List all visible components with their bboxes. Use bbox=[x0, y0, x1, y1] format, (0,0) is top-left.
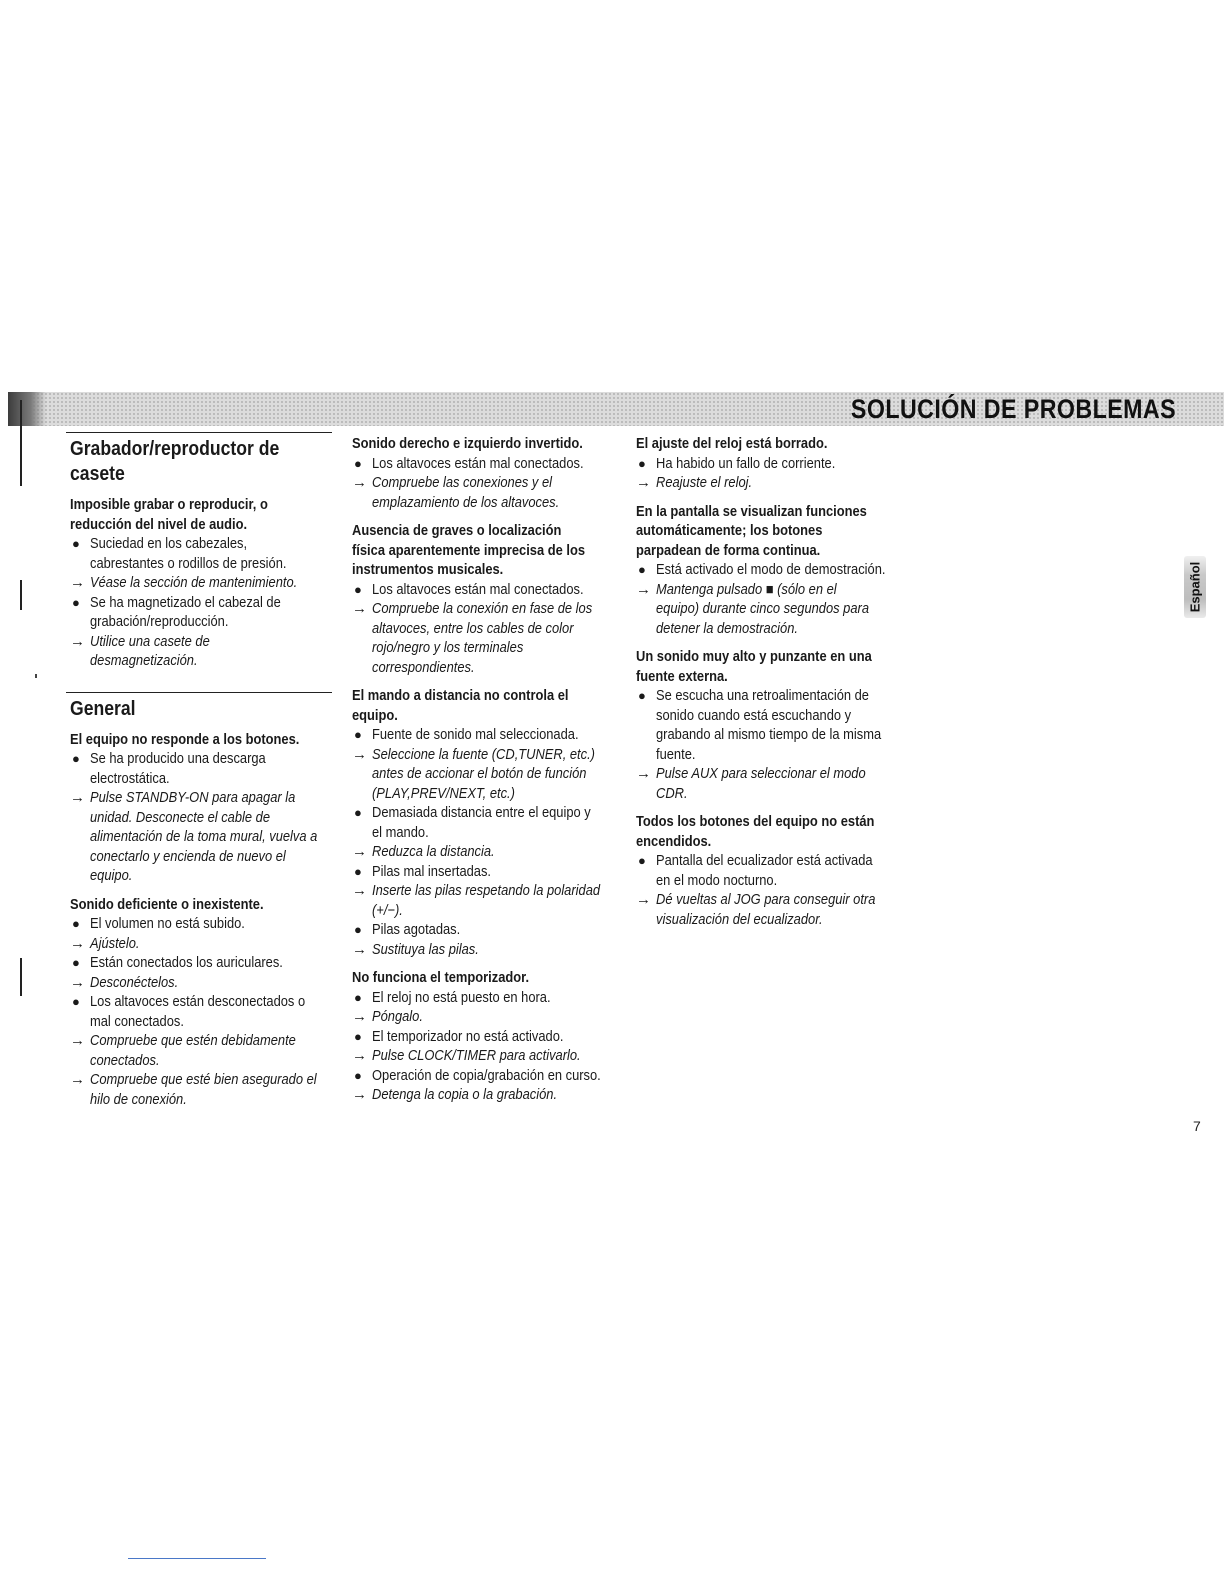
cause-item: ● Los altavoces están mal conectados. bbox=[354, 454, 584, 472]
bullet-icon: ● bbox=[72, 751, 80, 766]
cause-item: ● Pilas agotadas. bbox=[354, 921, 461, 938]
remedy-item: → Compruebe que estén debidamente conectados. bbox=[70, 1032, 296, 1069]
cause-item: ● Suciedad en los cabezales, cabrestantes o rodillos de presión. bbox=[72, 535, 287, 572]
remedy-item: → Seleccione la fuente (CD,TUNER, etc.) antes de accionar el botón de función (PLAY,PREV/NEXT, etc.) bbox=[352, 745, 595, 802]
column-3 bbox=[636, 432, 906, 938]
cause-item: ● Pilas mal insertadas. bbox=[354, 862, 492, 880]
cause-item: ● Están conectados los auriculares. bbox=[72, 954, 283, 971]
remedy-item: → Desconéctelos. bbox=[70, 973, 179, 991]
problem-heading: Un sonido muy alto y punzante en una fuente externa. bbox=[636, 648, 872, 685]
bullet-icon: ● bbox=[354, 863, 362, 879]
problem-list bbox=[352, 580, 622, 678]
problem-heading: El equipo no responde a los botones. bbox=[70, 730, 300, 748]
problem-heading: Ausencia de graves o localización física aparentemente imprecisa de los instrumentos musicales. bbox=[352, 522, 586, 578]
problem-heading: Sonido derecho e izquierdo invertido. bbox=[352, 435, 583, 452]
problem-heading: Imposible grabar o reproducir, o reducción del nivel de audio. bbox=[70, 496, 268, 533]
bullet-icon: ● bbox=[72, 955, 80, 970]
bullet-icon: ● bbox=[354, 989, 362, 1005]
bullet-icon: ● bbox=[72, 594, 80, 610]
bullet-icon: ● bbox=[354, 1028, 362, 1044]
problem-heading: Todos los botones del equipo no están encendidos. bbox=[636, 813, 875, 850]
remedy-item: → Póngalo. bbox=[352, 1008, 423, 1025]
problem-list bbox=[636, 686, 906, 803]
bullet-icon: ● bbox=[354, 922, 362, 937]
column-2 bbox=[352, 432, 622, 1114]
problem-heading: El ajuste del reloj está borrado. bbox=[636, 435, 828, 452]
remedy-item: → Dé vueltas al JOG para conseguir otra visualización del ecualizador. bbox=[636, 891, 876, 928]
remedy-item: → Reajuste el reloj. bbox=[636, 474, 753, 491]
bullet-icon: ● bbox=[72, 916, 80, 931]
bullet-icon: ● bbox=[72, 994, 80, 1009]
arrow-right-icon: → bbox=[352, 1047, 367, 1064]
banner-dark-block bbox=[8, 392, 46, 426]
cause-item: ● Está activado el modo de demostración. bbox=[638, 561, 886, 578]
margin-line bbox=[20, 400, 22, 486]
arrow-right-icon: → bbox=[70, 574, 85, 591]
arrow-right-icon: → bbox=[352, 1086, 367, 1103]
remedy-item: → Sustituya las pilas. bbox=[352, 940, 479, 958]
arrow-right-icon: → bbox=[636, 891, 651, 908]
cause-item: ● Fuente de sonido mal seleccionada. bbox=[354, 726, 579, 743]
cause-item: ● Los altavoces están mal conectados. bbox=[354, 580, 584, 598]
remedy-item: → Utilice una casete de desmagnetización. bbox=[70, 632, 210, 669]
arrow-right-icon: → bbox=[70, 1032, 85, 1049]
bullet-icon: ● bbox=[638, 455, 646, 471]
cause-item: ● Ha habido un fallo de corriente. bbox=[638, 454, 836, 472]
remedy-item: → Pulse CLOCK/TIMER para activarlo. bbox=[352, 1047, 581, 1064]
remedy-item: → Inserte las pilas respetando la polaridad (+/−). bbox=[352, 882, 601, 919]
problem-list bbox=[636, 560, 906, 638]
language-tab-label: Español bbox=[1187, 561, 1203, 613]
arrow-right-icon: → bbox=[70, 973, 85, 991]
problem-list bbox=[70, 749, 332, 886]
section-rule bbox=[66, 432, 332, 433]
page-title: SOLUCIÓN DE PROBLEMAS bbox=[850, 394, 1176, 424]
cause-item: ● El volumen no está subido. bbox=[72, 915, 245, 932]
problem-list bbox=[352, 454, 622, 513]
problem-list bbox=[636, 851, 906, 929]
arrow-right-icon: → bbox=[352, 600, 367, 617]
column-1 bbox=[70, 432, 332, 1118]
cause-item: ● El temporizador no está activado. bbox=[354, 1027, 564, 1045]
bullet-icon: ● bbox=[354, 581, 362, 597]
arrow-right-icon: → bbox=[70, 632, 85, 650]
remedy-item: → Ajústelo. bbox=[70, 934, 140, 952]
margin-line bbox=[20, 580, 22, 610]
arrow-right-icon: → bbox=[352, 1008, 367, 1025]
bullet-icon: ● bbox=[354, 805, 362, 820]
cause-item: ● Pantalla del ecualizador está activada en el modo nocturno. bbox=[638, 852, 873, 889]
cause-item: ● Los altavoces están desconectados o mal conectados. bbox=[72, 993, 306, 1030]
footer-link-underline bbox=[128, 1558, 266, 1559]
arrow-right-icon: → bbox=[636, 580, 651, 598]
bullet-icon: ● bbox=[354, 727, 362, 742]
problem-heading: Sonido deficiente o inexistente. bbox=[70, 895, 264, 913]
remedy-item: → Detenga la copia o la grabación. bbox=[352, 1086, 558, 1103]
margin-line bbox=[20, 958, 22, 996]
arrow-right-icon: → bbox=[352, 882, 367, 899]
remedy-item: → Compruebe la conexión en fase de los altavoces, entre los cables de color rojo/negro y los terminales correspondientes. bbox=[352, 600, 593, 676]
remedy-item: → Pulse AUX para seleccionar el modo CDR. bbox=[636, 765, 866, 802]
cause-item: ● Se ha magnetizado el cabezal de grabación/reproducción. bbox=[72, 593, 281, 630]
cause-item: ● Se ha producido una descarga electrostática. bbox=[72, 750, 266, 787]
arrow-right-icon: → bbox=[636, 765, 651, 782]
problem-list bbox=[70, 534, 332, 671]
problem-list bbox=[70, 914, 332, 1109]
problem-list bbox=[352, 725, 622, 959]
cause-item: ● Operación de copia/grabación en curso. bbox=[354, 1066, 601, 1084]
remedy-item: → Mantenga pulsado ■ (sólo en el equipo) durante cinco segundos para detener la demostración. bbox=[636, 580, 870, 637]
cause-item: ● Se escucha una retroalimentación de sonido cuando está escuchando y grabando al mismo tiempo de la misma fuente. bbox=[638, 687, 882, 763]
page-number: 7 bbox=[1193, 1118, 1201, 1134]
problem-list bbox=[352, 988, 622, 1105]
bullet-icon: ● bbox=[638, 853, 646, 868]
remedy-item: → Véase la sección de mantenimiento. bbox=[70, 574, 298, 591]
section-title-cassette: Grabador/reproductor de casete bbox=[70, 438, 280, 485]
problem-list bbox=[636, 454, 906, 493]
bullet-icon: ● bbox=[354, 1067, 362, 1083]
arrow-right-icon: → bbox=[70, 934, 85, 952]
margin-dot bbox=[35, 674, 37, 678]
arrow-right-icon: → bbox=[352, 474, 367, 491]
arrow-right-icon: → bbox=[70, 1071, 85, 1088]
cause-item: ● Demasiada distancia entre el equipo y el mando. bbox=[354, 804, 591, 841]
language-tab bbox=[1184, 556, 1206, 618]
remedy-item: → Pulse STANDBY-ON para apagar la unidad. Desconecte el cable de alimentación de la toma mural, vuelva a conectarlo y encienda de nuevo el equipo. bbox=[70, 789, 318, 884]
arrow-right-icon: → bbox=[352, 745, 367, 763]
bullet-icon: ● bbox=[354, 455, 362, 471]
problem-heading: No funciona el temporizador. bbox=[352, 969, 530, 986]
problem-heading: En la pantalla se visualizan funciones automáticamente; los botones parpadean de forma continua. bbox=[636, 502, 867, 559]
remedy-item: → Compruebe que esté bien asegurado el hilo de conexión. bbox=[70, 1071, 317, 1108]
bullet-icon: ● bbox=[638, 562, 646, 577]
remedy-item: → Reduzca la distancia. bbox=[352, 843, 495, 860]
section-rule bbox=[66, 692, 332, 693]
bullet-icon: ● bbox=[638, 688, 646, 703]
arrow-right-icon: → bbox=[636, 474, 651, 491]
cause-item: ● El reloj no está puesto en hora. bbox=[354, 988, 551, 1006]
bullet-icon: ● bbox=[72, 536, 80, 551]
problem-heading: El mando a distancia no controla el equipo. bbox=[352, 687, 569, 724]
header-banner bbox=[8, 392, 1224, 426]
arrow-right-icon: → bbox=[352, 843, 367, 860]
remedy-item: → Compruebe las conexiones y el emplazamiento de los altavoces. bbox=[352, 474, 560, 511]
section-title-general: General bbox=[70, 697, 136, 720]
arrow-right-icon: → bbox=[70, 789, 85, 806]
arrow-right-icon: → bbox=[352, 940, 367, 958]
